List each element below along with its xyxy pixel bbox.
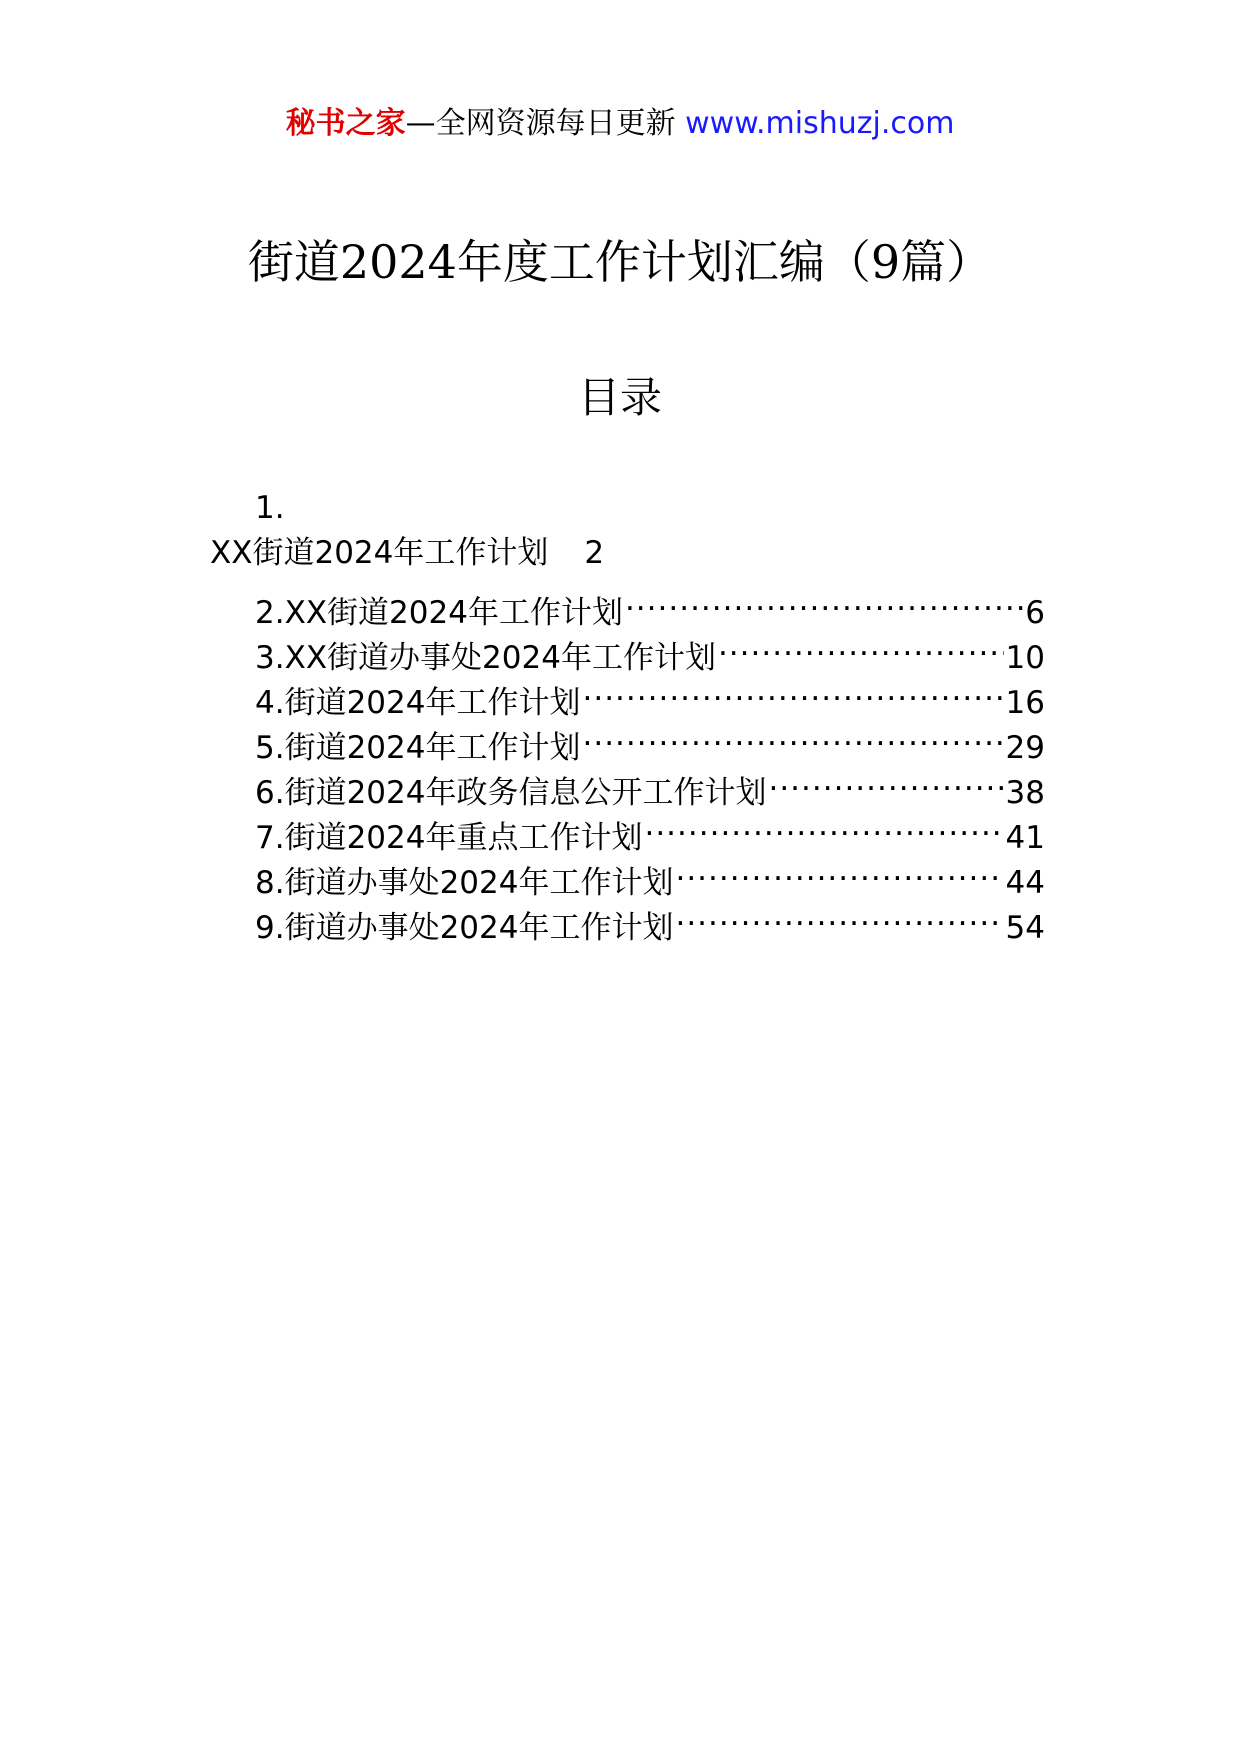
toc-dot-leader [625,578,1023,623]
toc-entry-label: 5.街道2024年工作计划 [255,730,581,766]
toc-entry-page: 16 [1005,685,1045,721]
toc-entry-1-title: XX街道2024年工作计划 [210,535,549,571]
brand-name: 秘书之家 [285,106,406,141]
toc-entry-page: 54 [1005,910,1045,946]
toc-dot-leader [718,623,1004,668]
toc-entry-page: 41 [1005,820,1045,856]
toc-entry-label: 6.街道2024年政务信息公开工作计划 [255,775,767,811]
toc-entry-1-number: 1. [255,490,285,526]
toc-entry-label: 4.街道2024年工作计划 [255,685,581,721]
toc-entry-label: 2.XX街道2024年工作计划 [255,595,623,631]
header-slogan: —全网资源每日更新 [405,106,686,141]
toc-entry[interactable] [255,578,1045,631]
toc-dot-leader [675,893,1003,938]
toc-entry-label: 9.街道办事处2024年工作计划 [255,910,674,946]
site-url-link[interactable]: www.mishuzj.com [685,106,955,141]
site-header [0,100,1240,148]
toc-entry-label: 3.XX街道办事处2024年工作计划 [255,640,716,676]
toc-entry-page: 44 [1005,865,1045,901]
toc-entry-1-page: 2 [584,535,605,571]
toc-entry-page: 10 [1005,640,1045,676]
toc-entry-1[interactable] [210,533,604,573]
toc-entry-page: 38 [1005,775,1045,811]
toc-dot-leader [582,713,1003,758]
toc-heading: 目录 [577,373,662,422]
toc-entry-page: 6 [1025,595,1045,631]
toc-dot-leader [675,848,1003,893]
toc-entry-label: 8.街道办事处2024年工作计划 [255,865,674,901]
document-title: 街道2024年度工作计划汇编（9篇） [247,235,993,289]
toc-dot-leader [768,758,1003,803]
toc-dot-leader [644,803,1003,848]
toc-entry-page: 29 [1005,730,1045,766]
toc-entry-label: 7.街道2024年重点工作计划 [255,820,643,856]
toc-dot-leader [582,668,1003,713]
toc-list [255,578,1045,946]
